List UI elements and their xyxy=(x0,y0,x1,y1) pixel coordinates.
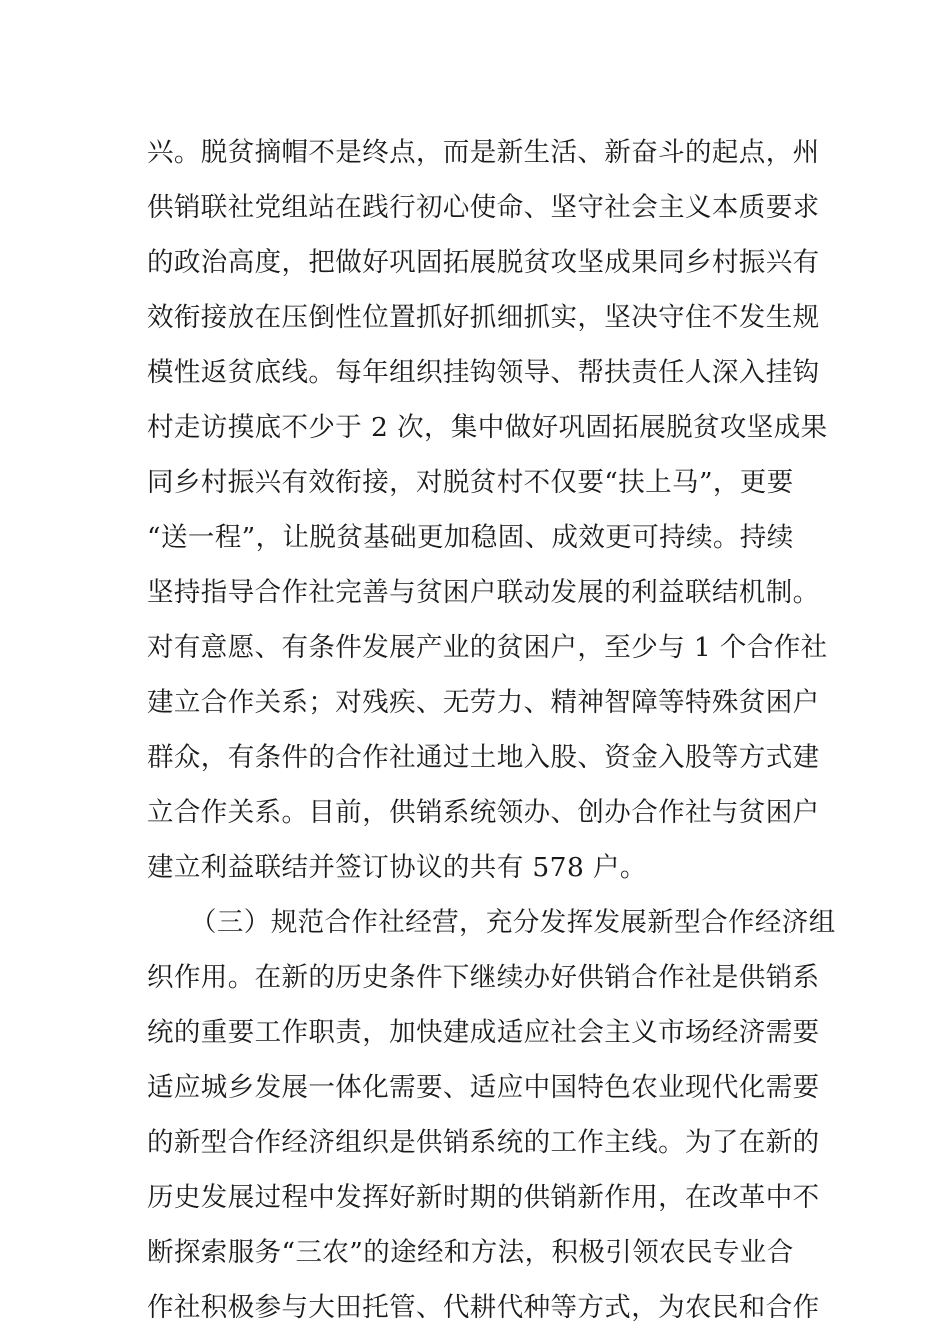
text-line-4: 效衔接放在压倒性位置抓好抓细抓实，坚决守住不发生规 xyxy=(147,302,820,333)
text-line-11: 建立合作关系；对残疾、无劳力、精神智障等特殊贫困户 xyxy=(147,687,820,718)
text-line-16: 织作用。在新的历史条件下继续办好供销合作社是供销系 xyxy=(147,962,820,993)
text-line-17: 统的重要工作职责，加快建成适应社会主义市场经济需要 xyxy=(147,1017,820,1048)
text-line-8: “送一程”，让脱贫基础更加稳固、成效更可持续。持续 xyxy=(147,522,794,553)
section-heading-line: （三）规范合作社经营，充分发挥发展新型合作经济组 xyxy=(190,907,836,938)
text-line-12: 群众，有条件的合作社通过土地入股、资金入股等方式建 xyxy=(147,742,820,773)
text-line-3: 的政治高度，把做好巩固拓展脱贫攻坚成果同乡村振兴有 xyxy=(147,247,820,278)
text-line-21: 断探索服务“三农”的途经和方法，积极引领农民专业合 xyxy=(147,1237,794,1268)
text-line-1: 兴。脱贫摘帽不是终点，而是新生活、新奋斗的起点，州 xyxy=(147,137,820,168)
text-line-10: 对有意愿、有条件发展产业的贫困户，至少与 1 个合作社 xyxy=(147,632,828,663)
text-line-2: 供销联社党组站在践行初心使命、坚守社会主义本质要求 xyxy=(147,192,820,223)
text-line-14: 建立利益联结并签订协议的共有 578 户。 xyxy=(147,852,647,883)
text-line-7: 同乡村振兴有效衔接，对脱贫村不仅要“扶上马”，更要 xyxy=(147,467,794,498)
text-line-9: 坚持指导合作社完善与贫困户联动发展的利益联结机制。 xyxy=(147,577,820,608)
text-line-6: 村走访摸底不少于 2 次，集中做好巩固拓展脱贫攻坚成果 xyxy=(147,412,828,443)
text-line-20: 历史发展过程中发挥好新时期的供销新作用，在改革中不 xyxy=(147,1182,820,1213)
text-line-18: 适应城乡发展一体化需要、适应中国特色农业现代化需要 xyxy=(147,1072,820,1103)
text-line-22: 作社积极参与大田托管、代耕代种等方式，为农民和合作 xyxy=(147,1292,820,1323)
text-line-19: 的新型合作经济组织是供销系统的工作主线。为了在新的 xyxy=(147,1127,820,1158)
text-line-13: 立合作关系。目前，供销系统领办、创办合作社与贫困户 xyxy=(147,797,820,828)
text-line-5: 模性返贫底线。每年组织挂钩领导、帮扶责任人深入挂钩 xyxy=(147,357,820,388)
